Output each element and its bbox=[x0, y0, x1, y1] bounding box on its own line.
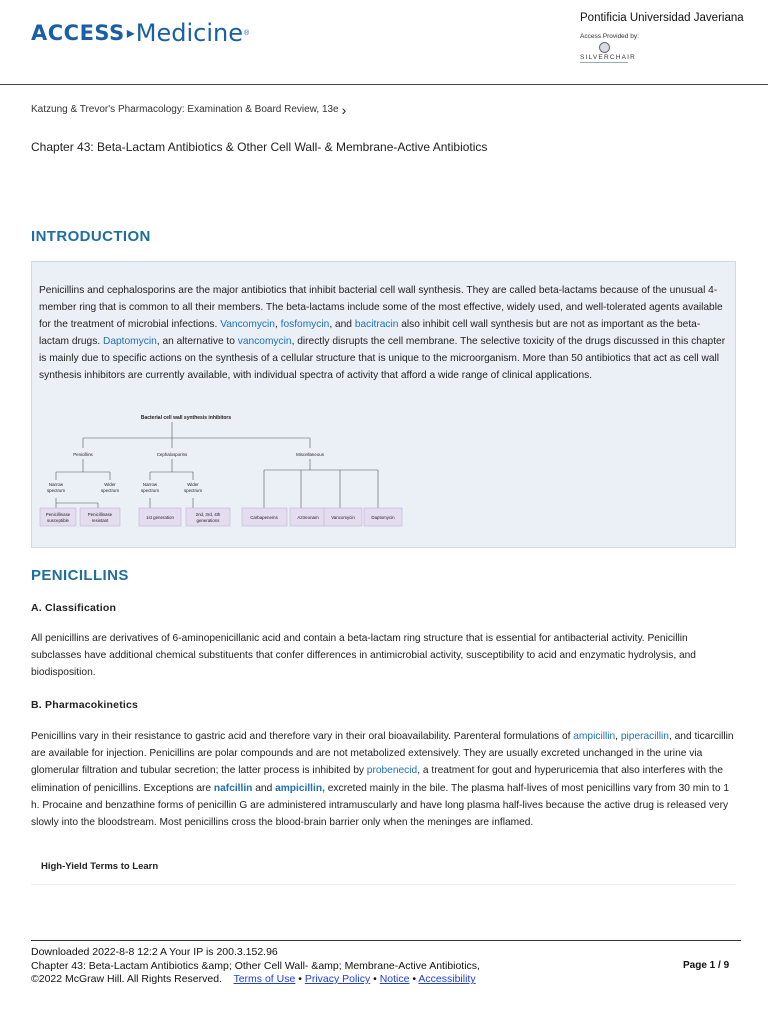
penicillinase-susceptible-box bbox=[40, 508, 76, 526]
pen-wider-spectrum-label: spectrum bbox=[100, 488, 120, 493]
first-generation-label: 1st generation bbox=[146, 515, 174, 520]
pen-narrow-spectrum-label: spectrum bbox=[46, 488, 66, 493]
diagram-root-label: Bacterial cell wall synthesis inhibitors bbox=[140, 415, 232, 421]
bullet-1: • bbox=[295, 973, 305, 985]
later-generations-label-1: 2nd, 3rd, 4th bbox=[195, 512, 221, 517]
pen-resistant-label-1: Penicillinase bbox=[87, 512, 113, 517]
intro-text-4: , directly disrupts the cell membrane. The selective toxicity of the drugs discussed in this chapter is mainly due to specific actions on the synthesis of a cellular structure that is unique to the microorganism. More than 50 antibiotics that act as cell wall synthesis inhibitors are currently available, with individual spectra of activity that afford a wide range of clinical applications. bbox=[39, 336, 726, 381]
classification-paragraph: All penicillins are derivatives of 6-aminopenicillanic acid and contain a beta-lactam ring structure that is essential for antibacterial activity. Penicillin subclasses have additional chemical substituents that confer differences in antimicrobial activity, susceptibility to acid and enzymatic hydrolysis, and biodisposition. bbox=[31, 633, 696, 679]
ceph-narrow-spectrum-label: spectrum bbox=[140, 488, 160, 493]
intro-text-1: Penicillins and cephalosporins are the major antibiotics that inhibit bacterial cell wall synthesis. They are called beta-lactams because of the unusual 4-member ring that is common to all their members. The beta-lactams include some of the most effective, widely used, and well-tolerated agents available for the treatment of microbial infections. bbox=[39, 285, 723, 330]
accessibility-link[interactable]: Accessibility bbox=[418, 973, 476, 985]
penicillinase-resistant-box bbox=[80, 508, 120, 526]
footer-divider bbox=[31, 940, 741, 941]
access-provided-label: Access Provided by: bbox=[580, 33, 639, 40]
piperacillin-link[interactable]: piperacillin bbox=[620, 731, 669, 742]
daptomycin-label: Daptomycin bbox=[371, 515, 395, 520]
accessmedicine-logo[interactable] bbox=[31, 16, 249, 50]
introduction-paragraph bbox=[39, 282, 729, 384]
privacy-policy-link[interactable]: Privacy Policy bbox=[304, 973, 371, 985]
logo-medicine-text: Medicine bbox=[135, 19, 243, 47]
page-header bbox=[0, 0, 768, 84]
institution-name: Pontificia Universidad Javeriana bbox=[580, 12, 744, 24]
daptomycin-link[interactable]: Daptomycin bbox=[102, 336, 157, 347]
breadcrumb-book-title[interactable]: Katzung & Trevor's Pharmacology: Examination & Board Review, 13e bbox=[31, 104, 339, 115]
chapter-title: Chapter 43: Beta-Lactam Antibiotics & Other Cell Wall- & Membrane-Active Antibiotics bbox=[31, 140, 488, 154]
terms-of-use-link[interactable]: Terms of Use bbox=[233, 973, 296, 985]
pen-wider-label: Wider bbox=[104, 482, 116, 487]
logo-arrow-icon: ▸ bbox=[126, 25, 135, 42]
cell-wall-inhibitors-diagram bbox=[38, 410, 438, 534]
intro-sep-2: , and bbox=[329, 319, 355, 330]
pk-and: and bbox=[252, 782, 276, 794]
pen-narrow-label: Narrow bbox=[48, 482, 64, 487]
pen-resistant-label-2: resistant bbox=[91, 518, 109, 523]
nafcillin-link[interactable]: nafcillin bbox=[213, 782, 253, 794]
ampicillin-link[interactable]: ampicillin bbox=[573, 731, 616, 742]
ampicillin-link-2[interactable]: ampicillin, bbox=[275, 782, 325, 794]
diagram-penicillins-label: Penicillins bbox=[73, 452, 93, 457]
logo-registered-mark: ® bbox=[243, 29, 250, 37]
diagram-miscellaneous-label: Miscellaneous bbox=[296, 452, 324, 457]
vancomycin-link[interactable]: Vancomycin bbox=[220, 319, 275, 330]
pharmacokinetics-paragraph bbox=[31, 728, 736, 831]
provider-logo: SILVERCHAIR bbox=[580, 54, 637, 61]
carbapenems-label: Carbapenems bbox=[250, 515, 278, 520]
intro-text-2: also inhibit cell wall synthesis but are not as important as the beta-lactam drugs. bbox=[39, 319, 701, 347]
footer-links-line bbox=[31, 973, 480, 987]
ceph-wider-label: Wider bbox=[187, 482, 199, 487]
bacitracin-link[interactable]: bacitracin bbox=[354, 319, 399, 330]
silverchair-globe-icon bbox=[599, 42, 610, 53]
breadcrumb[interactable] bbox=[31, 101, 347, 118]
footer-chapter-line: Chapter 43: Beta-Lactam Antibiotics &amp; Other Cell Wall- &amp; Membrane-Active Antibiotics, bbox=[31, 959, 480, 972]
bullet-2: • bbox=[370, 973, 380, 985]
ceph-wider-spectrum-label: spectrum bbox=[183, 488, 203, 493]
provider-logo-underline bbox=[580, 62, 628, 63]
logo-access-text: ACCESS bbox=[31, 21, 125, 45]
pk-text-2: , and ticarcillin are available for injection. Penicillins are polar compounds and are not metabolized extensively. They are usually excreted unchanged in the urine via glomerular filtration and tubular secretion; the latter process is inhibited by bbox=[31, 731, 734, 777]
copyright-text: ©2022 McGraw Hill. All Rights Reserved. bbox=[31, 973, 222, 985]
ceph-narrow-label: Narrow bbox=[142, 482, 158, 487]
page-footer bbox=[31, 946, 480, 987]
penicillins-heading: PENICILLINS bbox=[31, 567, 129, 584]
pharmacokinetics-subheading: B. Pharmacokinetics bbox=[31, 699, 139, 711]
vancomycin-label: Vancomycin bbox=[331, 515, 355, 520]
bullet-3: • bbox=[409, 973, 419, 985]
notice-link[interactable]: Notice bbox=[379, 973, 410, 985]
pk-sep: , bbox=[615, 731, 621, 742]
introduction-box bbox=[31, 261, 736, 548]
introduction-heading: INTRODUCTION bbox=[31, 228, 151, 245]
pk-text-1: Penicillins vary in their resistance to gastric acid and therefore vary in their oral bioavailability. Parenteral formulations of bbox=[31, 731, 574, 742]
vancomycin-link-2[interactable]: vancomycin bbox=[237, 336, 292, 347]
page-number: Page 1 / 9 bbox=[683, 960, 730, 971]
diagram-cephalosporins-label: Cephalosporins bbox=[156, 452, 188, 457]
download-info: Downloaded 2022-8-8 12:2 A Your IP is 200.3.152.96 bbox=[31, 946, 278, 958]
header-divider bbox=[0, 84, 768, 85]
pk-text-4: excreted mainly in the bile. The plasma half-lives of most penicillins vary from 30 min to 1 h. Procaine and benzathine forms of penicillin G are administered intramuscularly and have long plasma half-lives because the active drug is released very slowly into the bloodstream. Most penicillins cross the blood-brain barrier only when the meninges are inflamed. bbox=[31, 782, 729, 829]
aztreonam-label: Aztreonam bbox=[297, 515, 319, 520]
later-generations-label-2: generations bbox=[196, 518, 220, 523]
fosfomycin-link[interactable]: fosfomycin bbox=[280, 319, 330, 330]
high-yield-divider bbox=[31, 884, 736, 885]
pk-text-3: , a treatment for gout and hyperuricemia that also interferes with the elimination of penicillins. Exceptions are bbox=[31, 765, 724, 794]
pen-susceptible-label-2: susceptible bbox=[47, 518, 69, 523]
classification-subheading: A. Classification bbox=[31, 602, 117, 614]
intro-sep-1: , bbox=[274, 319, 281, 330]
pen-susceptible-label-1: Penicillinase bbox=[45, 512, 71, 517]
later-generations-box bbox=[186, 508, 230, 526]
intro-text-3: , an alternative to bbox=[156, 336, 238, 347]
probenecid-link[interactable]: probenecid bbox=[366, 765, 418, 777]
high-yield-terms-heading: High-Yield Terms to Learn bbox=[41, 861, 159, 872]
chevron-right-icon: › bbox=[341, 101, 347, 118]
